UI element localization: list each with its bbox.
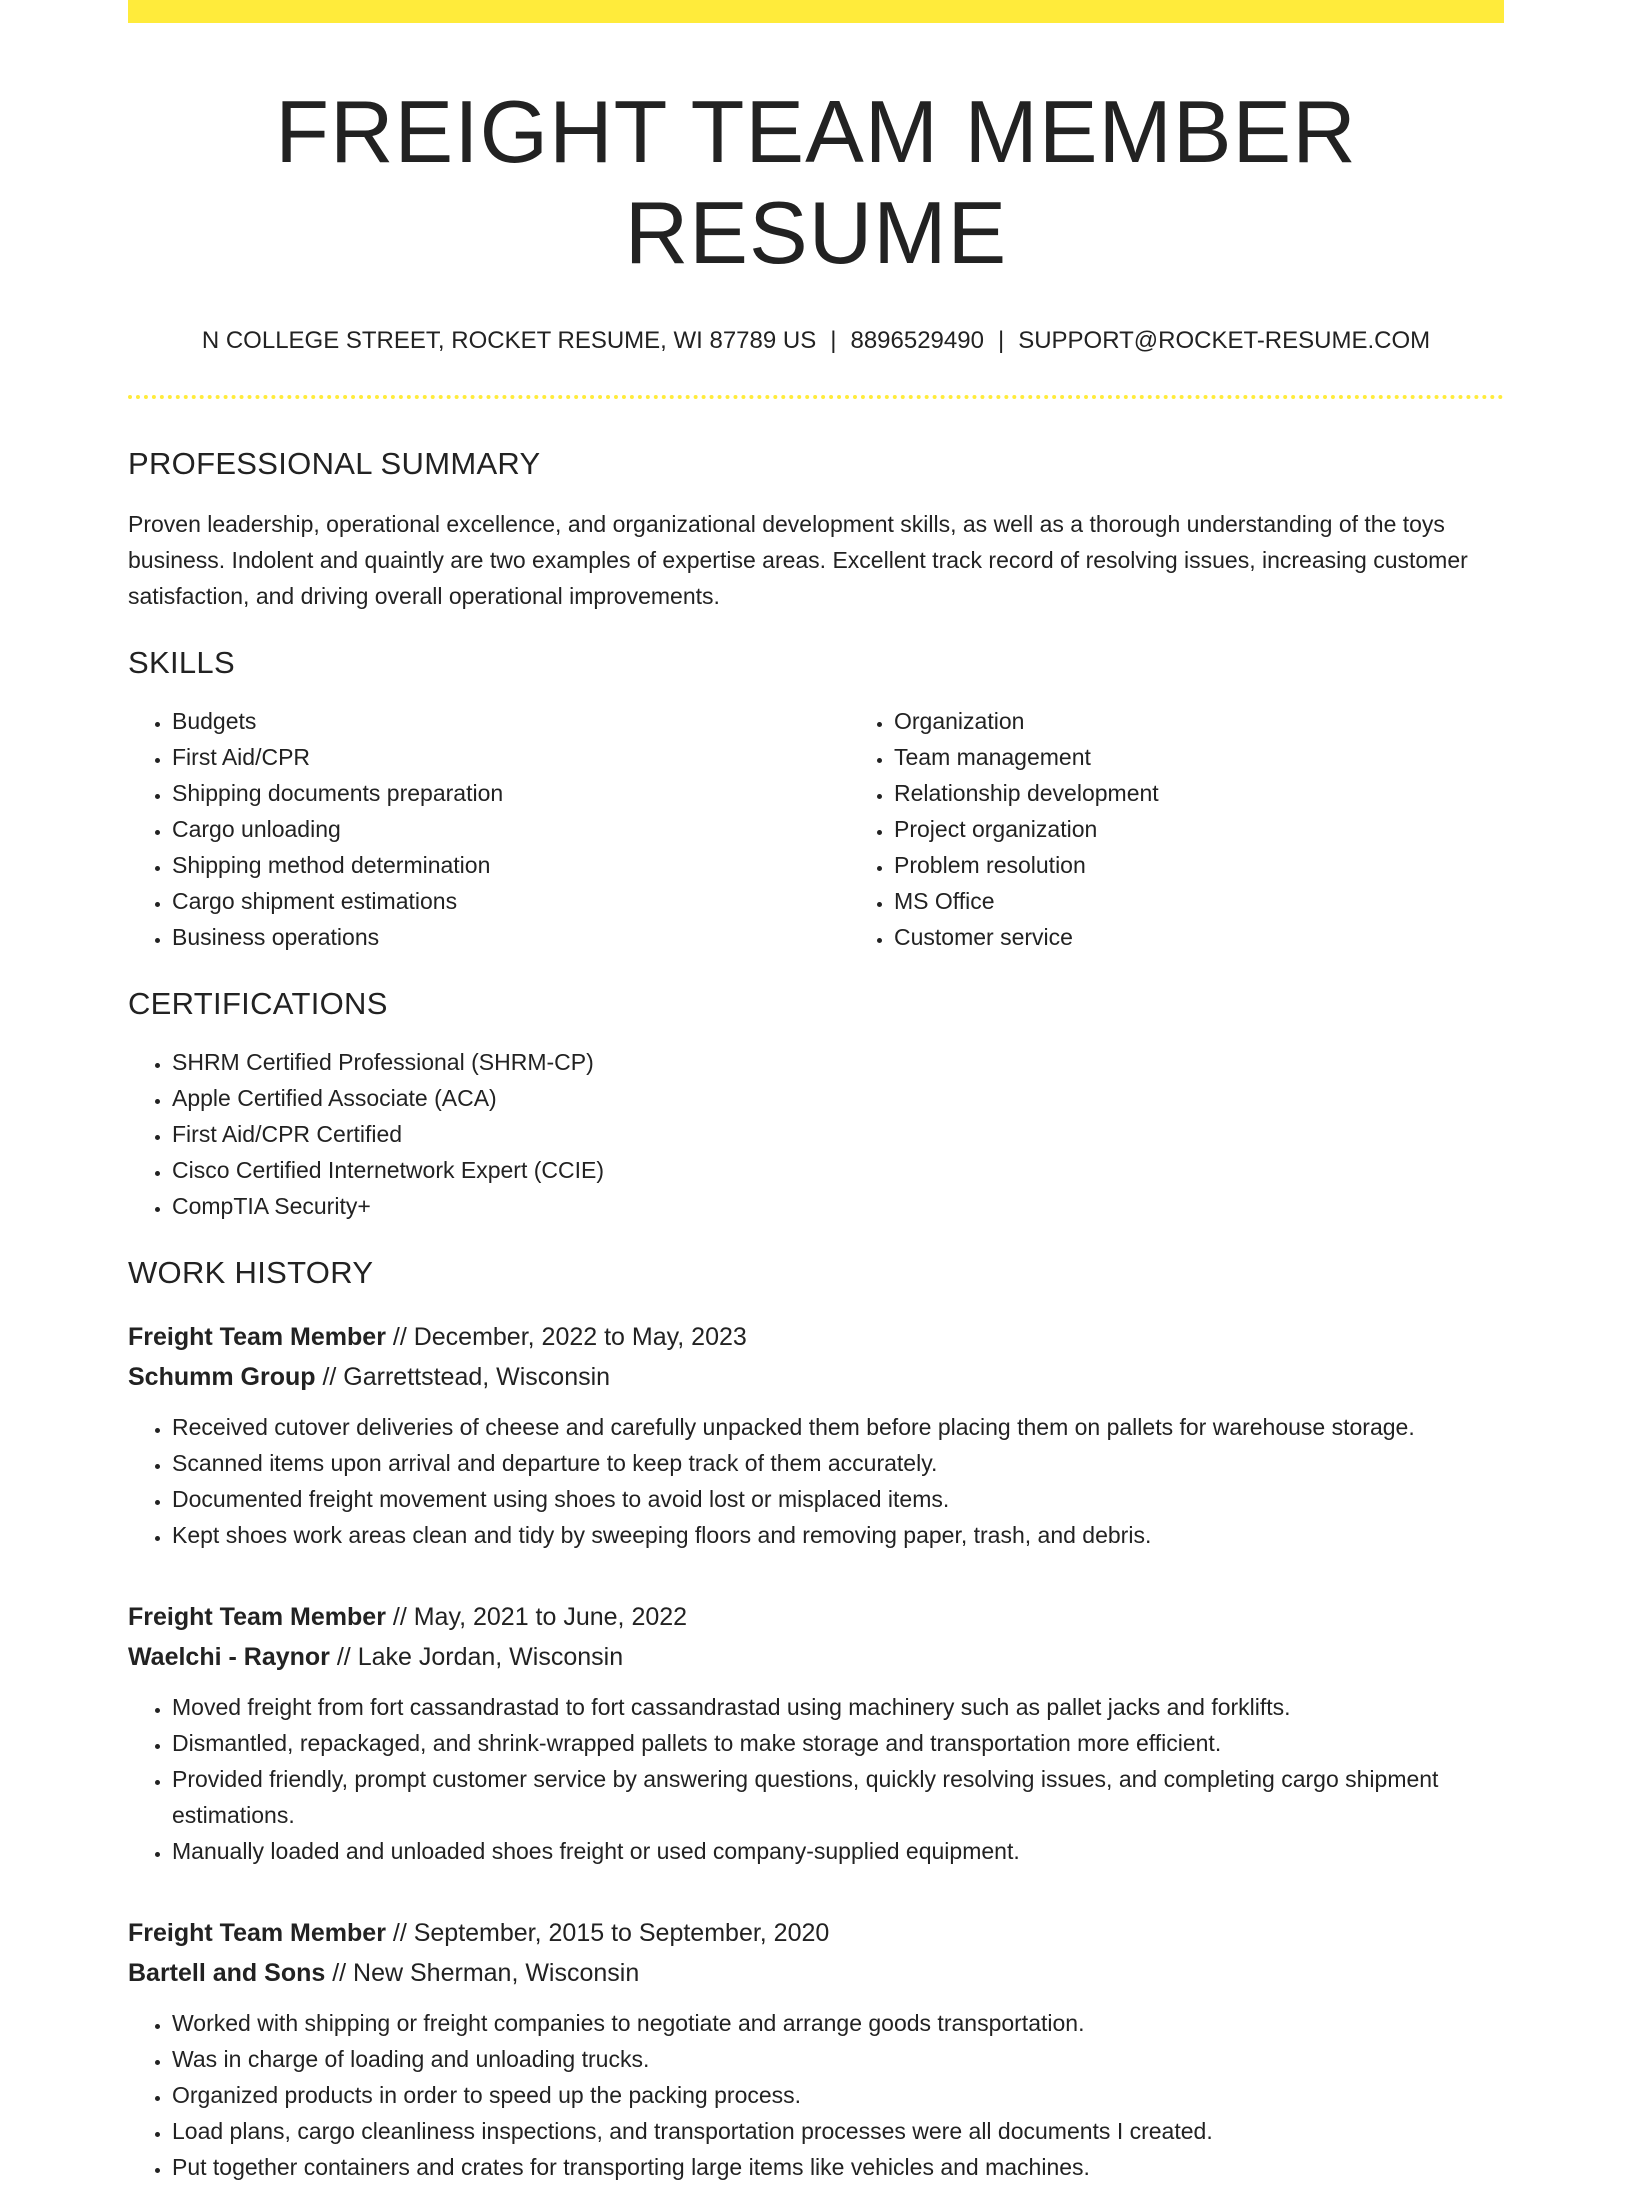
contact-separator: | [997,327,1005,355]
job-company-line [128,1953,1504,1993]
job-bullet: • Put together containers and crates for transporting large items like vehicles and machines. [172,2149,1504,2185]
job-role: Freight Team Member [128,1919,386,1948]
skills-list [128,681,1504,955]
job-role: Freight Team Member [128,1323,386,1352]
job-location: // Lake Jordan, Wisconsin [329,1643,624,1672]
certification-item: • First Aid/CPR Certified [172,1116,1504,1152]
job-bullet: • Moved freight from fort cassandrastad to fort cassandrastad using machinery such as pallet jacks and forklifts. [172,1689,1504,1725]
skill-item: • Customer service [894,919,1504,955]
skill-item: • Project organization [894,811,1504,847]
certification-item: • SHRM Certified Professional (SHRM-CP) [172,1044,1504,1080]
job-bullet: • Manually loaded and unloaded shoes freight or used company-supplied equipment. [172,1833,1504,1869]
job-company: Waelchi - Raynor [128,1643,330,1672]
job-dates: // September, 2015 to September, 2020 [385,1919,830,1948]
certification-item: • CompTIA Security+ [172,1188,1504,1224]
job-title-line [128,1597,1504,1637]
certifications-list [128,1044,1504,1224]
job-bullets [128,2005,1504,2185]
skill-item: • Shipping documents preparation [172,775,850,811]
summary-heading: PROFESSIONAL SUMMARY [128,445,541,481]
skill-item: • Shipping method determination [172,847,850,883]
skill-item: • Cargo shipment estimations [172,883,850,919]
certifications-heading: CERTIFICATIONS [128,985,388,1021]
certification-item: • Apple Certified Associate (ACA) [172,1080,1504,1116]
job-title-line [128,1317,1504,1357]
job-bullet: • Kept shoes work areas clean and tidy by sweeping floors and removing paper, trash, and debris. [172,1517,1504,1553]
job-bullet: • Documented freight movement using shoes to avoid lost or misplaced items. [172,1481,1504,1517]
skill-item: • Budgets [172,703,850,739]
skill-item: • Relationship development [894,775,1504,811]
dotted-divider [128,395,1504,399]
skill-item: • Organization [894,703,1504,739]
job-bullet: • Organized products in order to speed up the packing process. [172,2077,1504,2113]
job-bullet: • Worked with shipping or freight companies to negotiate and arrange goods transportation. [172,2005,1504,2041]
job-dates: // December, 2022 to May, 2023 [385,1323,747,1352]
skill-item: • First Aid/CPR [172,739,850,775]
job-bullet: • Provided friendly, prompt customer service by answering questions, quickly resolving issues, and completing cargo shipment estimations. [172,1761,1504,1833]
job-location: // Garrettstead, Wisconsin [315,1363,611,1392]
job-bullet: • Received cutover deliveries of cheese and carefully unpacked them before placing them on pallets for warehouse storage. [172,1409,1504,1445]
job-company-line [128,1637,1504,1677]
skills-column-left [128,703,850,955]
job-entry [128,1597,1504,1869]
skill-item: • Business operations [172,919,850,955]
email: SUPPORT@ROCKET-RESUME.COM [1018,327,1431,355]
certification-item: • Cisco Certified Internetwork Expert (CCIE) [172,1152,1504,1188]
resume-page [128,0,1504,2185]
job-bullets [128,1689,1504,1869]
job-entry [128,1913,1504,2185]
skills-column-right [850,703,1504,955]
work-history-heading: WORK HISTORY [128,1255,374,1291]
address: N COLLEGE STREET, ROCKET RESUME, WI 87789 US [201,327,817,355]
skills-heading: SKILLS [128,644,235,680]
job-title-line [128,1913,1504,1953]
job-role: Freight Team Member [128,1603,386,1632]
job-bullet: • Was in charge of loading and unloading trucks. [172,2041,1504,2077]
skill-item: • Cargo unloading [172,811,850,847]
job-bullet: • Load plans, cargo cleanliness inspections, and transportation processes were all documents I created. [172,2113,1504,2149]
skill-item: • Team management [894,739,1504,775]
skill-item: • MS Office [894,883,1504,919]
resume-title: FREIGHT TEAM MEMBER RESUME [275,82,1357,283]
job-bullet: • Dismantled, repackaged, and shrink-wrapped pallets to make storage and transportation more efficient. [172,1725,1504,1761]
contact-line [128,325,1504,356]
job-company: Schumm Group [128,1363,316,1392]
phone: 8896529490 [850,327,984,355]
job-bullet: • Scanned items upon arrival and departure to keep track of them accurately. [172,1445,1504,1481]
top-accent-bar [128,0,1504,23]
job-dates: // May, 2021 to June, 2022 [385,1603,688,1632]
job-location: // New Sherman, Wisconsin [325,1959,640,1988]
job-company-line [128,1357,1504,1397]
skill-item: • Problem resolution [894,847,1504,883]
contact-separator: | [830,327,837,355]
job-bullets [128,1409,1504,1553]
summary-text: Proven leadership, operational excellence, and organizational development skills, as well as a thorough understanding of the toys business. Indolent and quaintly are two examples of expertise areas. Excellent track record of resolving issues, increasing customer satisfaction, and driving overall operational improvements. [128,510,1468,609]
job-company: Bartell and Sons [128,1959,326,1988]
job-entry [128,1317,1504,1553]
